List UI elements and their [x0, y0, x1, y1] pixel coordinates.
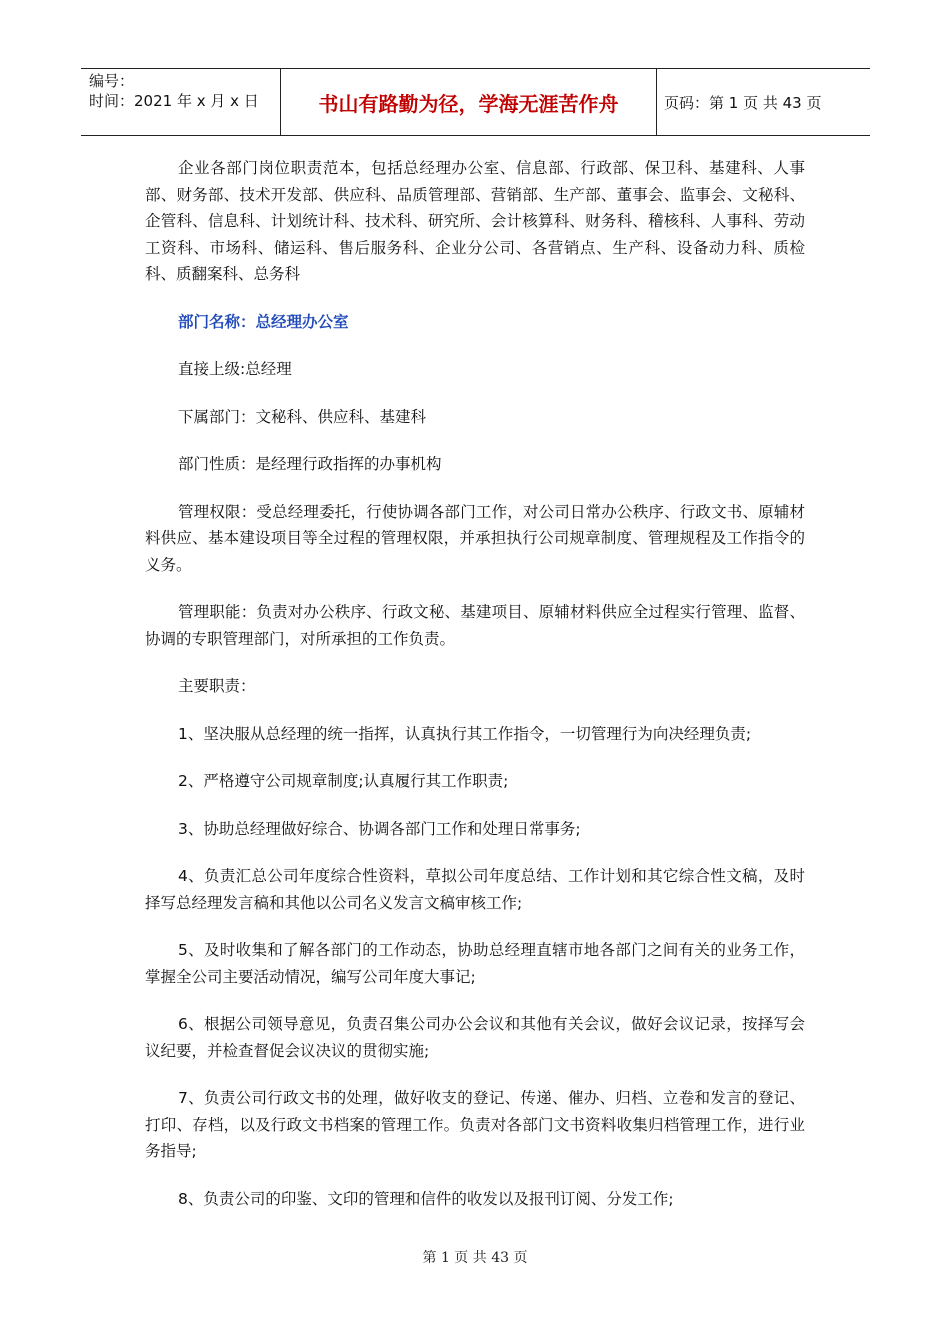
department-nature: 部门性质：是经理行政指挥的办事机构	[178, 455, 442, 473]
header-motto: 书山有路勤为径，学海无涯苦作舟	[281, 69, 657, 135]
document-date: 时间：2021 年 x 月 x 日	[89, 92, 259, 110]
duty-item: 6、根据公司领导意见，负责召集公司办公会议和其他有关会议，做好会议记录，按择写会议纪要，并检查督促会议决议的贯彻实施;	[145, 1015, 805, 1060]
duty-item: 1、坚决服从总经理的统一指挥，认真执行其工作指令，一切管理行为向决经理负责;	[178, 724, 752, 743]
duty-item: 5、及时收集和了解各部门的工作动态，协助总经理直辖市地各部门之间有关的业务工作，掌握全公司主要活动情况，编写公司年度大事记;	[145, 941, 805, 986]
page-footer: 第 1 页 共 43 页	[422, 1250, 528, 1266]
department-title: 部门名称：总经理办公室	[178, 312, 349, 331]
header-page-info: 页码：第 1 页 共 43 页	[664, 93, 822, 112]
duty-item: 8、负责公司的印鉴、文印的管理和信件的收发以及报刊订阅、分发工作;	[178, 1189, 674, 1208]
document-header	[81, 68, 870, 136]
department-authority: 管理权限：受总经理委托，行使协调各部门工作，对公司日常办公秩序、行政文书、原辅材料供应、基本建设项目等全过程的管理权限，并承担执行公司规章制度、管理规程及工作指令的义务。	[145, 502, 805, 574]
header-meta	[81, 69, 281, 135]
duty-item: 4、负责汇总公司年度综合性资料，草拟公司年度总结、工作计划和其它综合性文稿，及时择写总经理发言稿和其他以公司名义发言文稿审核工作;	[145, 867, 805, 912]
duty-item: 3、协助总经理做好综合、协调各部门工作和处理日常事务;	[178, 819, 581, 838]
intro-paragraph: 企业各部门岗位职责范本，包括总经理办公室、信息部、行政部、保卫科、基建科、人事部、财务部、技术开发部、供应科、品质管理部、营销部、生产部、董事会、监事会、文秘科、企管科、信息科、计划统计科、技术科、研究所、会计核算科、财务科、稽核科、人事科、劳动工资科、市场科、储运科、售后服务科、企业分公司、各营销点、生产科、设备动力科、质检科、质翻案科、总务科	[145, 159, 805, 283]
document-body	[145, 155, 805, 1212]
duties-heading: 主要职责：	[178, 677, 256, 695]
department-superior: 直接上级:总经理	[178, 360, 292, 378]
department-subordinates: 下属部门：文秘科、供应科、基建科	[178, 407, 427, 426]
duty-item: 2、严格遵守公司规章制度;认真履行其工作职责;	[178, 772, 509, 790]
document-number-label: 编号：	[89, 72, 135, 90]
duty-item: 7、负责公司行政文书的处理，做好收支的登记、传递、催办、归档、立卷和发言的登记、打印、存档，以及行政文书档案的管理工作。负责对各部门文书资料收集归档管理工作，进行业务指导;	[145, 1089, 805, 1160]
department-function: 管理职能：负责对办公秩序、行政文秘、基建项目、原辅材料供应全过程实行管理、监督、协调的专职管理部门，对所承担的工作负责。	[145, 603, 805, 648]
